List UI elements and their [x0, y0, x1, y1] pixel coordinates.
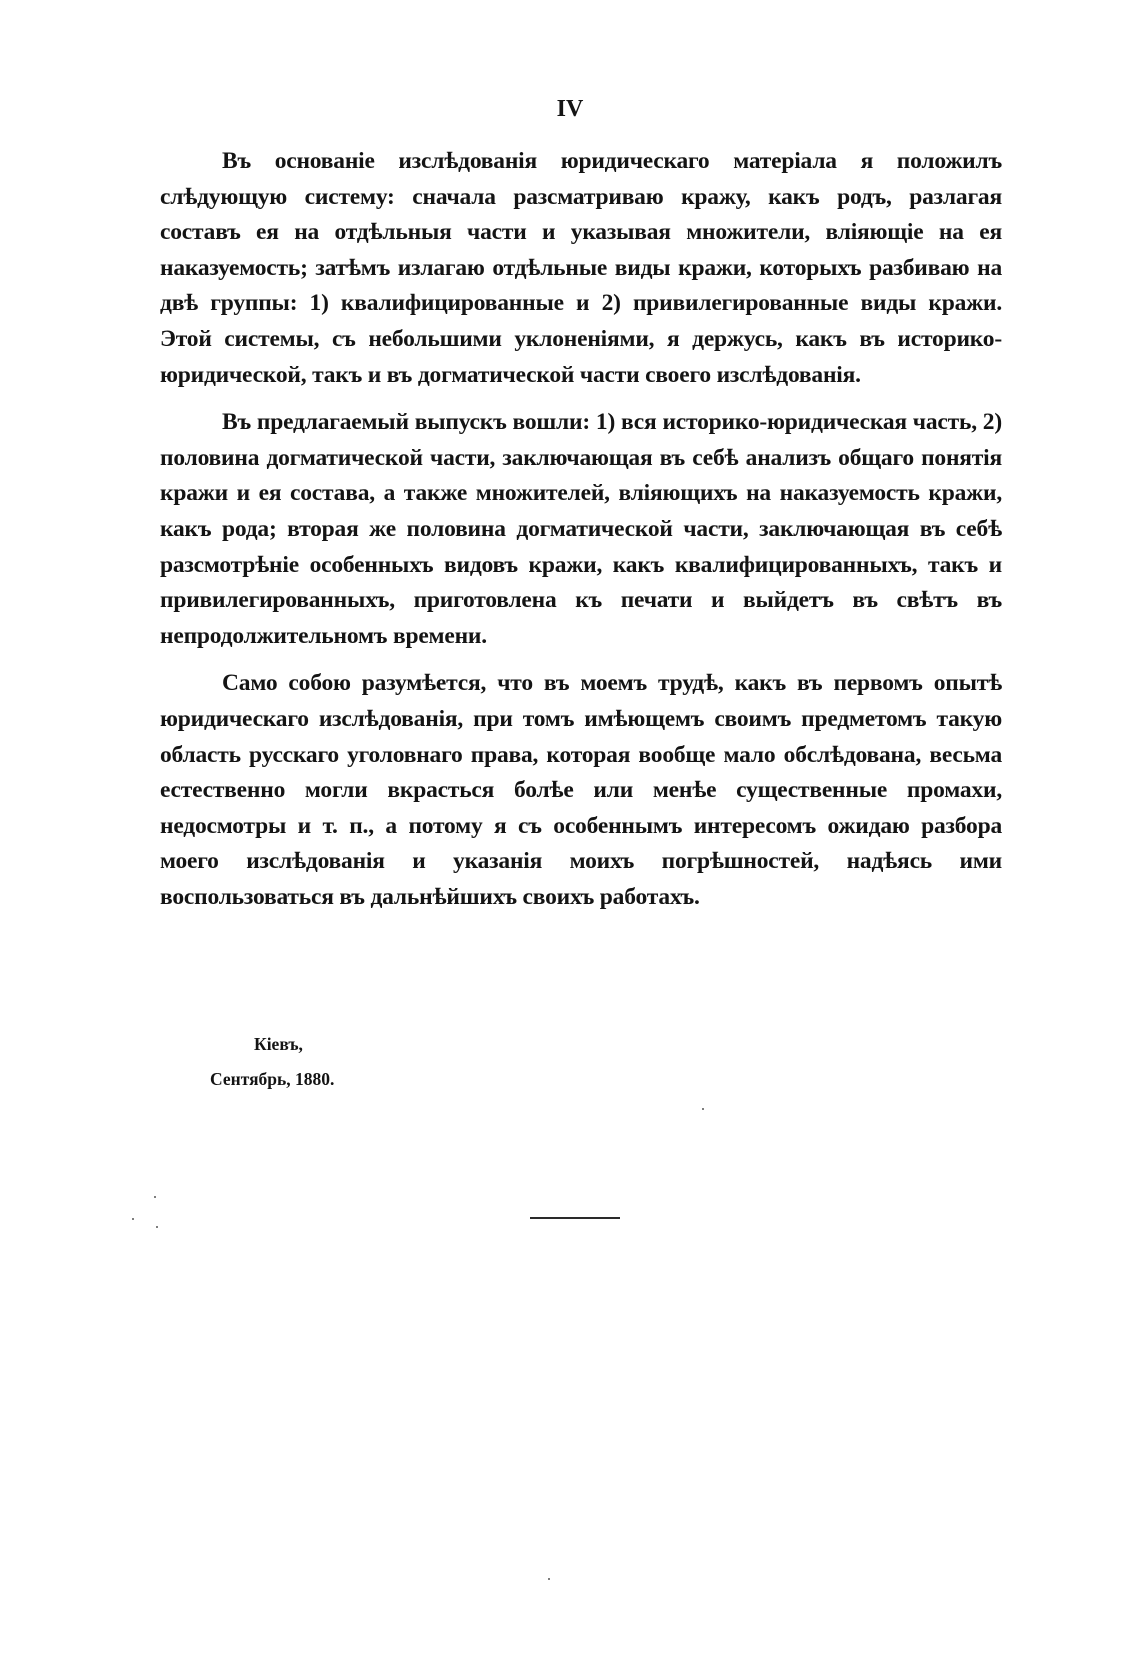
paragraph-3: Само собою разумѣется, что въ моемъ трудѣ, какъ въ первомъ опытѣ юридическаго изслѣдованія, при томъ имѣющемъ своимъ предметомъ такую область русскаго уголовнаго права, которая вообще мало обслѣдована, весьма естественно могли вкрасться болѣе или менѣе существенные промахи, недосмотры и т. п., а потому я съ особеннымъ интересомъ ожидаю разбора моего изслѣдованія и указанія моихъ погрѣшностей, надѣясь ими воспользоваться въ дальнѣйшихъ своихъ работахъ. [160, 670, 1002, 910]
print-speck [702, 1108, 704, 1110]
paragraph-2: Въ предлагаемый выпускъ вошли: 1) вся историко-юридическая часть, 2) половина догматической части, заключающая въ себѣ анализъ общаго понятія кражи и ея состава, а также множителей, вліяющихъ на наказуемость кражи, какъ рода; вторая же половина догматической части, заключающая въ себѣ разсмотрѣніе особенныхъ видовъ кражи, какъ квалифицированныхъ, такъ и привилегированныхъ, приготовлена къ печати и выйдетъ въ свѣтъ въ непродолжительномъ времени. [160, 409, 1002, 649]
body-text [160, 144, 1002, 927]
signature-date: Сентябрь, 1880. [210, 1069, 335, 1089]
print-speck [548, 1578, 550, 1580]
print-speck [132, 1218, 134, 1220]
page-number: IV [556, 96, 584, 122]
paragraph-1: Въ основаніе изслѣдованія юридическаго матеріала я положилъ слѣдующую систему: сначала разсматриваю кражу, какъ родъ, разлагая составъ ея на отдѣльныя части и указывая множители, вліяющіе на ея наказуемость; затѣмъ излагаю отдѣльные виды кражи, которыхъ разбиваю на двѣ группы: 1) квалифицированные и 2) привилегированные виды кражи. Этой системы, съ небольшими уклоненіями, я держусь, какъ въ историко-юридической, такъ и въ догматической части своего изслѣдованія. [160, 148, 1002, 388]
print-speck [156, 1226, 158, 1228]
section-divider [530, 1217, 620, 1219]
signature-city: Кіевъ, [254, 1034, 303, 1054]
signature-block [210, 1027, 334, 1097]
print-speck [154, 1196, 156, 1198]
